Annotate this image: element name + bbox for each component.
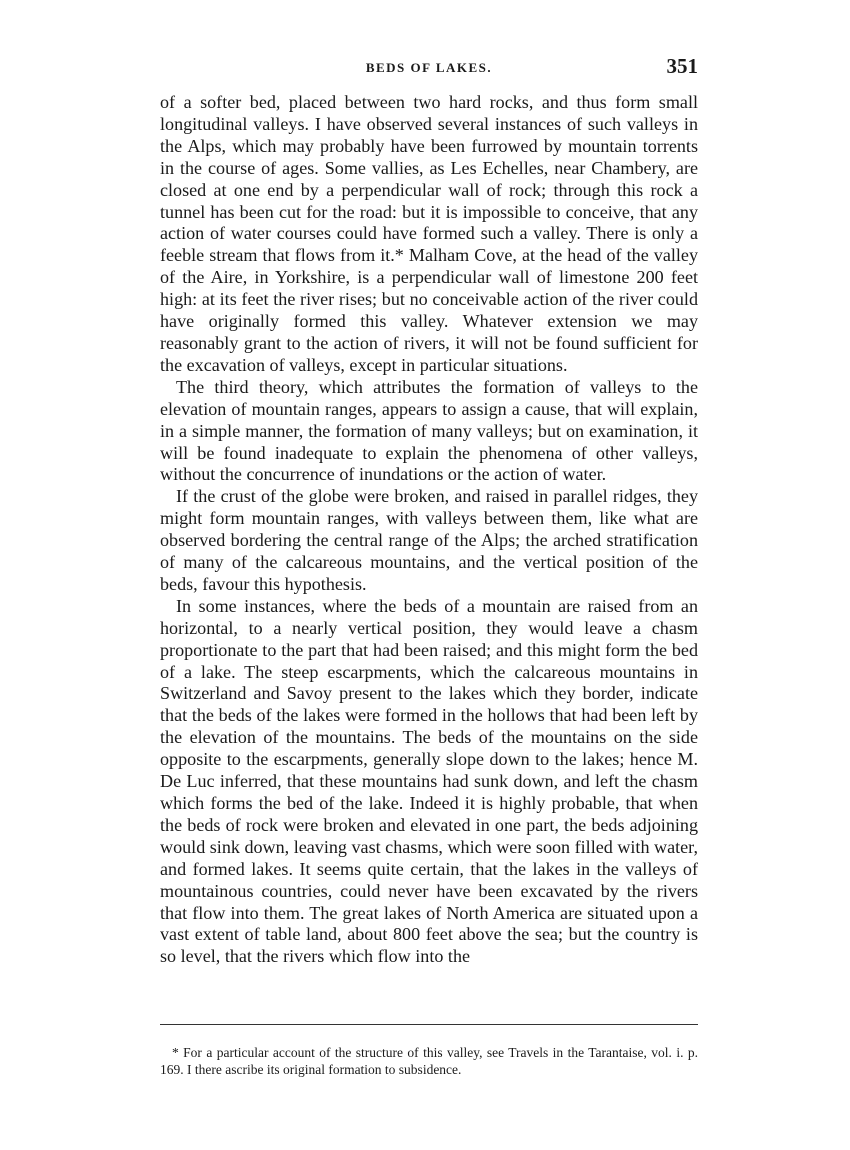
page-number: 351 [666, 54, 698, 78]
paragraph-continued: of a softer bed, placed between two hard rocks, and thus form small longitudinal valleys. I have observed several instances of such valleys in the Alps, which may probably have been furrowed by mountain torrents in the course of ages. Some vallies, as Les Echelles, near Chambery, are closed at one end by a perpendicular wall of rock; through this rock a tunnel has been cut for the road: but it is impossible to conceive, that any action of water courses could have formed such a valley. There is only a feeble stream that flows from it.* Malham Cove, at the head of the valley of the Aire, in Yorkshire, is a perpendicular wall of limestone 200 feet high: at its feet the river rises; but no conceivable action of the river could have originally formed this valley. Whatever extension we may reasonably grant to the action of rivers, it will not be found sufficient for the excavation of valleys, except in particular situations. [160, 92, 698, 375]
paragraph-beds-of-mountain: In some instances, where the beds of a mountain are raised from an horizontal, to a nearly vertical position, they would leave a chasm proportionate to the part that had been raised; and this might form the bed of a lake. The steep escarpments, which the calcareous mountains in Switzerland and Savoy present to the lakes which they border, indicate that the beds of the lakes were formed in the hollows that had been left by the elevation of the mountains. The beds of the mountains on the side opposite to the escarpments, generally slope down to the lakes; hence M. De Luc inferred, that these mountains had sunk down, and left the chasm which forms the bed of the lake. Indeed it is highly probable, that when the beds of rock were broken and elevated in one part, the beds adjoining would sink down, leaving vast chasms, which were soon filled with water, and formed lakes. It seems quite certain, that the lakes in the valleys of mountainous countries, could never have been excavated by the rivers that flow into them. The great lakes of North America are situated upon a vast extent of table land, about 800 feet above the sea; but the country is so level, that the rivers which flow into the [160, 595, 698, 967]
footnote-divider [160, 1024, 698, 1025]
body-text [160, 92, 698, 968]
footnote: * For a particular account of the structure of this valley, see Travels in the Tarantaise, vol. i. p. 169. I there ascribe its original formation to subsidence. [160, 1045, 698, 1077]
running-head [160, 54, 698, 80]
paragraph-crust-of-globe: If the crust of the globe were broken, and raised in parallel ridges, they might form mountain ranges, with valleys between them, like what are observed bordering the central range of the Alps; the arched stratification of many of the calcareous mountains, and the vertical position of the beds, favour this hypothesis. [160, 486, 698, 594]
paragraph-third-theory: The third theory, which attributes the formation of valleys to the elevation of mountain ranges, appears to assign a cause, that will explain, in a simple manner, the formation of many valleys; but on examination, it will be found inadequate to explain the phenomena of other valleys, without the concurrence of inundations or the action of water. [160, 376, 698, 485]
running-title: BEDS OF LAKES. [365, 60, 493, 75]
